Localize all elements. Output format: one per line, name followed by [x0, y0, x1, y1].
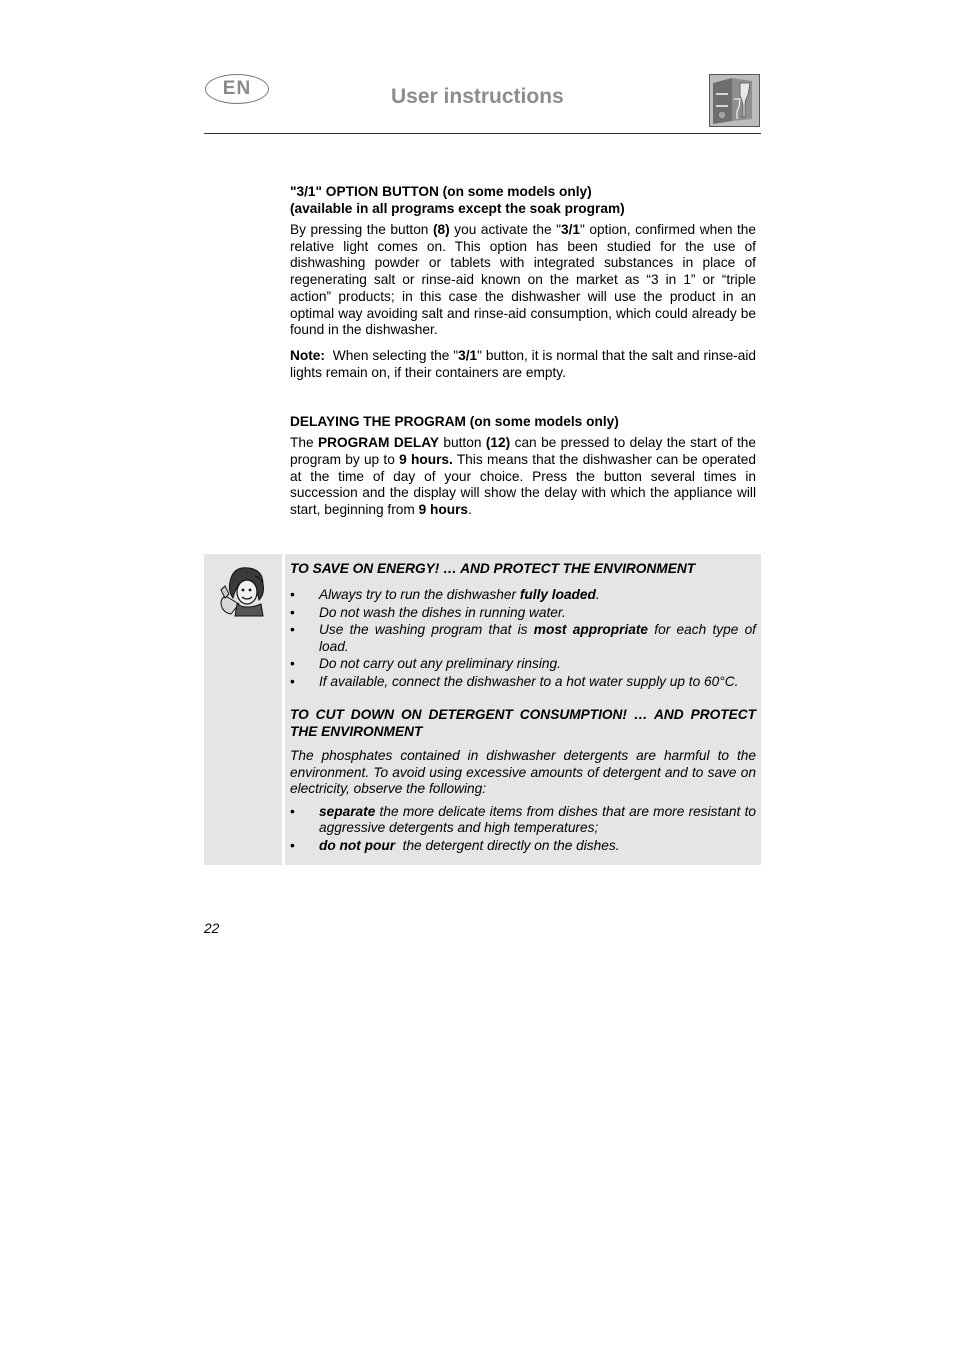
text-run: you activate the "	[449, 222, 561, 237]
option-heading-line1: "3/1" OPTION BUTTON (on some models only)	[290, 184, 592, 199]
bullet: •	[290, 622, 295, 637]
option-note	[290, 348, 756, 381]
delay-duration: 9 hours.	[399, 452, 453, 468]
tip-icon-cell	[204, 554, 282, 865]
emphasis: fully loaded	[519, 587, 596, 602]
delay-duration: 9 hours	[418, 502, 469, 518]
text-run: By pressing the button	[290, 222, 433, 237]
list-item	[290, 587, 756, 604]
option-name: 3/1	[458, 347, 478, 363]
language-code: EN	[222, 78, 252, 99]
text-run: Always try to run the dishwasher	[319, 587, 520, 602]
bullet: •	[290, 587, 295, 602]
emphasis: do not pour	[319, 837, 396, 853]
text-run: This means that the dishwasher can be operated at the time of day of your choice. Press the button several times in succession and the display will show the delay with which the appliance will start, beginning from	[290, 452, 756, 518]
text-run: for each type of load.	[319, 622, 756, 654]
text-run: .	[595, 587, 600, 602]
detergent-tips-list	[290, 804, 756, 855]
text-run: can be pressed to delay the start of the program by up to	[290, 435, 756, 468]
list-item	[290, 804, 756, 837]
text-run: the more delicate items from dishes that are more resistant to aggressive detergents and high temperatures;	[319, 803, 756, 835]
main-content	[290, 183, 756, 519]
text-run: Do not carry out any preliminary rinsing.	[319, 656, 561, 671]
delay-heading: DELAYING THE PROGRAM (on some models only)	[290, 414, 619, 430]
list-item	[290, 656, 756, 673]
detergent-heading: TO CUT DOWN ON DETERGENT CONSUMPTION! … AND PROTECT THE ENVIRONMENT	[290, 707, 756, 739]
option-name: 3/1	[561, 222, 581, 237]
delay-paragraph	[290, 435, 756, 519]
option-paragraph	[290, 222, 756, 339]
note-label: Note:	[290, 347, 325, 363]
option-heading	[290, 183, 756, 217]
text-run: Do not wash the dishes in running water.	[319, 604, 566, 620]
dishwasher-glasses-icon	[709, 74, 760, 127]
list-item	[290, 838, 756, 855]
button-reference: (8)	[432, 222, 450, 237]
list-item	[290, 622, 756, 655]
text-run: " option, confirmed when the relative light comes on. This option has been studied for the use of dishwashing powder or tablets with integrated substances in place of regenerating salt or rinse-aid known on the market as “3 in 1” or “triple action” products; in this case the dishwasher will use the product in an optimal way avoiding salt and rinse-aid consumption, which could already be found in the dishwasher.	[290, 222, 756, 338]
list-item	[290, 605, 756, 622]
page-number: 22	[204, 921, 220, 936]
bullet: •	[290, 837, 295, 853]
emphasis: most appropriate	[533, 622, 649, 637]
list-item	[290, 674, 756, 691]
text-run: " button, it is normal that the salt and rinse-aid lights remain on, if their containers are empty.	[290, 347, 756, 380]
detergent-paragraph: The phosphates contained in dishwasher detergents are harmful to the environment. To avoid using excessive amounts of detergent and to save on electricity, observe the following:	[290, 748, 756, 796]
bullet: •	[290, 803, 295, 819]
text-run: If available, connect the dishwasher to a hot water supply up to 60°C.	[319, 673, 739, 689]
text-run: Use the washing program that is	[319, 622, 534, 637]
text-run: When selecting the "	[324, 347, 459, 363]
text-run: the detergent directly on the dishes.	[395, 837, 620, 853]
page-title: User instructions	[391, 85, 564, 108]
woman-with-glasses-icon	[217, 564, 269, 618]
button-reference: (12)	[485, 435, 511, 451]
bullet: •	[290, 604, 295, 620]
text-run: The	[290, 435, 318, 451]
energy-tips-list	[290, 587, 756, 690]
button-name: PROGRAM DELAY	[317, 435, 439, 451]
environment-tips-box	[285, 554, 761, 865]
emphasis: separate	[319, 803, 376, 819]
header-divider	[204, 133, 761, 134]
text-run: button	[439, 435, 486, 451]
option-heading-line2: (available in all programs except the soak program)	[290, 201, 625, 216]
language-badge	[205, 74, 269, 104]
bullet: •	[290, 673, 295, 689]
bullet: •	[290, 656, 295, 671]
text-run: .	[468, 502, 472, 518]
energy-heading: TO SAVE ON ENERGY! … AND PROTECT THE ENVIRONMENT	[290, 561, 696, 576]
